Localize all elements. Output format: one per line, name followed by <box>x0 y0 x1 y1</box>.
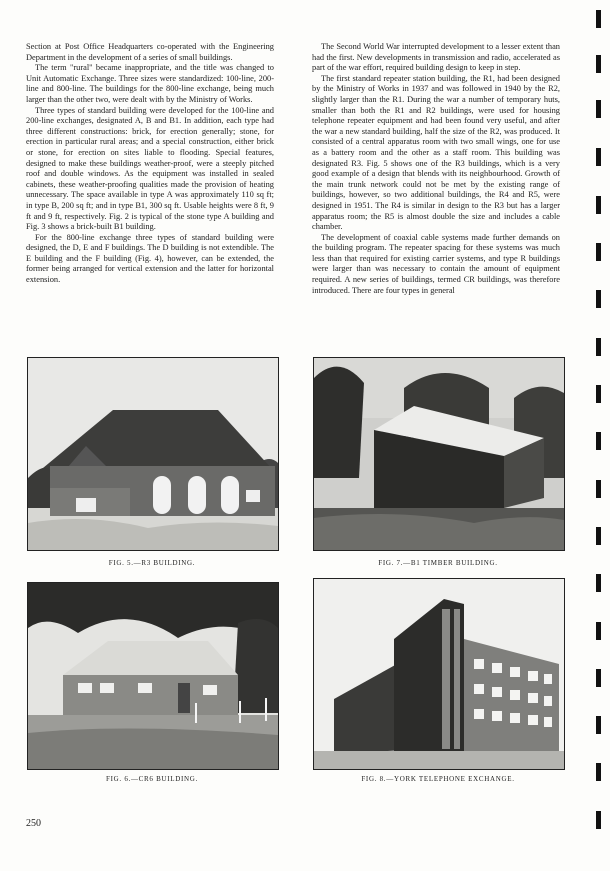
index-tab-marker <box>596 196 601 214</box>
index-tab-marker <box>596 100 601 118</box>
figure-b1-timber-building <box>313 357 565 551</box>
page-number: 250 <box>26 818 41 829</box>
index-tab-marker <box>596 763 601 781</box>
index-tab-marker <box>596 290 601 308</box>
index-tab-marker <box>596 527 601 545</box>
cr6-building-photo <box>28 583 278 769</box>
index-tab-marker <box>596 385 601 403</box>
index-tab-marker <box>596 55 601 73</box>
figure-cr6-building <box>27 582 279 770</box>
york-exchange-photo <box>314 579 564 769</box>
index-tab-marker <box>596 811 601 829</box>
figure-york-telephone-exchange <box>313 578 565 770</box>
index-tab-marker <box>596 669 601 687</box>
paragraph: The term "rural" became inappropriate, and the title was changed to Unit Automatic Exchange. Three sizes were standardized: 100-line, 200-line and 800-line. The buildings for the 800-line exchange, being much larger than the other two, were dealt with by the Ministry of Works. <box>26 63 274 104</box>
index-tab-marker <box>596 432 601 450</box>
index-tab-marker <box>596 148 601 166</box>
paragraph: Three types of standard building were developed for the 100-line and 200-line exchanges, designated A, B and B1. In addition, each type had three different constructions: brick, for erection generally; stone, for erection in particular rural areas; and a special construction, either brick or stone, for erection on sites liable to flooding. Special features, designed to make these buildings weather-proof, were a steeply pitched roof and double windows. As the equipment was installed in sealed cabinets, these weather-proofing qualities made the provision of heating unnecessary. The space available in type A was approximately 110 sq ft; in type B, 200 sq ft; and in type B1, 300 sq ft. Usable heights were 8 ft, 9 ft and 9 ft, respectively. Fig. 2 is typical of the stone type A building and Fig. 3 shows a brick-built B1 building. <box>26 105 274 232</box>
index-tab-marker <box>596 243 601 261</box>
index-tab-marker <box>596 480 601 498</box>
index-tab-marker <box>596 622 601 640</box>
figure-r3-building <box>27 357 279 551</box>
paragraph: The development of coaxial cable systems made further demands on the building program. The repeater spacing for these systems was much less than that required for existing carrier systems, and type R buildings were larger than was necessary to contain the amount of equipment required. A new series of buildings, termed CR buildings, was therefore introduced. There are four types in general <box>312 232 560 295</box>
figure-caption: FIG. 8.—YORK TELEPHONE EXCHANGE. <box>361 775 515 783</box>
index-tab-marker <box>596 10 601 28</box>
index-tab-marker <box>596 338 601 356</box>
r3-building-photo <box>28 358 278 550</box>
paragraph: Section at Post Office Headquarters co-operated with the Engineering Department in the development of a series of small buildings. <box>26 42 274 62</box>
figure-caption: FIG. 7.—B1 TIMBER BUILDING. <box>378 559 498 567</box>
paragraph: The Second World War interrupted development to a lesser extent than had the first. New developments in transmission and radio, accelerated as part of the war effort, required building design to keep in step. <box>312 42 560 73</box>
left-text-column <box>26 42 274 286</box>
right-text-column <box>312 42 560 296</box>
index-tab-marker <box>596 716 601 734</box>
figure-caption: FIG. 5.—R3 BUILDING. <box>108 559 196 567</box>
paragraph: For the 800-line exchange three types of standard building were designed, the D, E and F buildings. The D building is not extendible. The E building and the F building (Fig. 4), however, can be extended, the former being arranged for vertical extension and the latter for horizontal extension. <box>26 232 274 285</box>
figure-caption: FIG. 6.—CR6 BUILDING. <box>106 775 198 783</box>
b1-timber-building-photo <box>314 358 564 550</box>
paragraph: The first standard repeater station building, the R1, had been designed by the Ministry of Works in 1937 and was followed in 1940 by the R2, slightly larger than the R1. During the war a number of temporary huts, smaller than both the R1 and R2 buildings, were used for housing telephone repeater equipment and had been found very useful, and after the war a new standard building, half the size of the R2, was produced. It consisted of a central apparatus room with two small wings, one for use as a battery room and the other as a staff room. This building was designated R3. Fig. 5 shows one of the R3 buildings, which is a very good example of a design that blends with its neighbourhood. Growth of the main trunk network could not be met by the existing range of buildings, however, so two additional buildings, the R4 and R5, were designed in 1951. The R4 is similar in design to the R3 but has a larger apparatus room; the R5 is almost double the size and includes a cable chamber. <box>312 73 560 232</box>
index-tab-marker <box>596 574 601 592</box>
